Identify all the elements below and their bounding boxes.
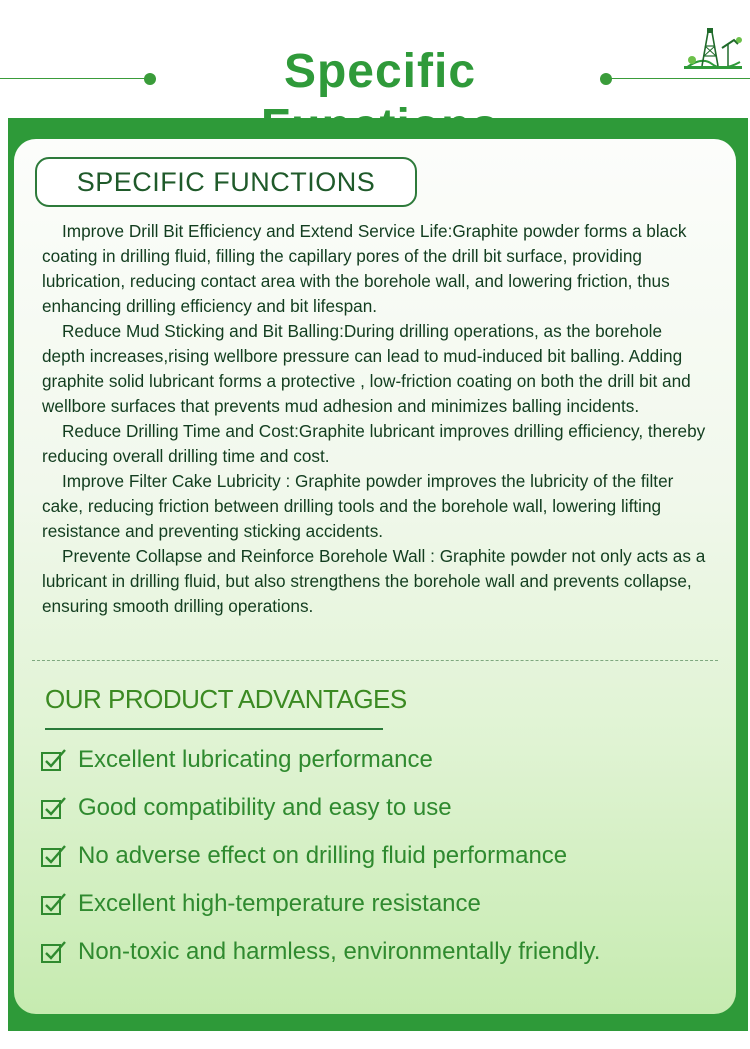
advantage-item [40, 746, 433, 774]
paragraph-borehole-wall: Prevente Collapse and Reinforce Borehole Wall : Graphite powder not only acts as a lubricant in drilling fluid, but also strengthens the borehole wall and prevents collapse, ensuring smooth drilling operations. [42, 546, 706, 616]
functions-text [42, 219, 708, 619]
advantage-label: Non-toxic and harmless, environmentally friendly. [78, 938, 601, 965]
header-line-right [606, 78, 750, 79]
paragraph-mud-sticking: Reduce Mud Sticking and Bit Balling:During drilling operations, as the borehole depth increases,rising wellbore pressure can lead to mud-induced bit balling. Adding graphite solid lubricant forms a protective , low-friction coating on both the drill bit and wellbore surfaces that prevents mud adhesion and minimizes balling incidents. [42, 321, 691, 416]
advantage-item [40, 938, 600, 966]
header-line-left [0, 78, 150, 79]
page-title: Specific [283, 45, 477, 98]
checkbox-check-icon [40, 747, 68, 773]
paragraph-filter-cake: Improve Filter Cake Lubricity : Graphite powder improves the lubricity of the filter cake, reducing friction between drilling tools and the borehole wall, lowering lifting resistance and preventing sticking accidents. [42, 471, 674, 541]
paragraph-drilling-time: Reduce Drilling Time and Cost:Graphite lubricant improves drilling efficiency, thereby reducing overall drilling time and cost. [42, 421, 706, 466]
oil-derrick-icon [682, 18, 744, 74]
section-title-box [35, 157, 417, 207]
advantage-label: Good compatibility and easy to use [78, 794, 452, 821]
header-dot-right [600, 73, 612, 85]
advantage-item [40, 890, 481, 918]
paragraph-drill-bit: Improve Drill Bit Efficiency and Extend Service Life:Graphite powder forms a black coating in drilling fluid, filling the capillary pores of the drill bit surface, providing lubrication, reducing contact area with the borehole wall, and lowering friction, thus enhancing drilling efficiency and bit lifespan. [42, 221, 687, 316]
advantage-item [40, 842, 567, 870]
advantage-item [40, 794, 452, 822]
advantage-label: Excellent lubricating performance [78, 746, 433, 773]
checkbox-check-icon [40, 843, 68, 869]
checkbox-check-icon [40, 891, 68, 917]
section-title: SPECIFIC FUNCTIONS [76, 166, 376, 197]
advantage-label: No adverse effect on drilling fluid performance [78, 842, 568, 869]
advantages-title: OUR PRODUCT ADVANTAGES [45, 684, 407, 714]
checkbox-check-icon [40, 939, 68, 965]
header-dot-left [144, 73, 156, 85]
checkbox-check-icon [40, 795, 68, 821]
advantages-underline [45, 728, 383, 730]
advantage-label: Excellent high-temperature resistance [78, 890, 481, 917]
divider [32, 660, 718, 661]
